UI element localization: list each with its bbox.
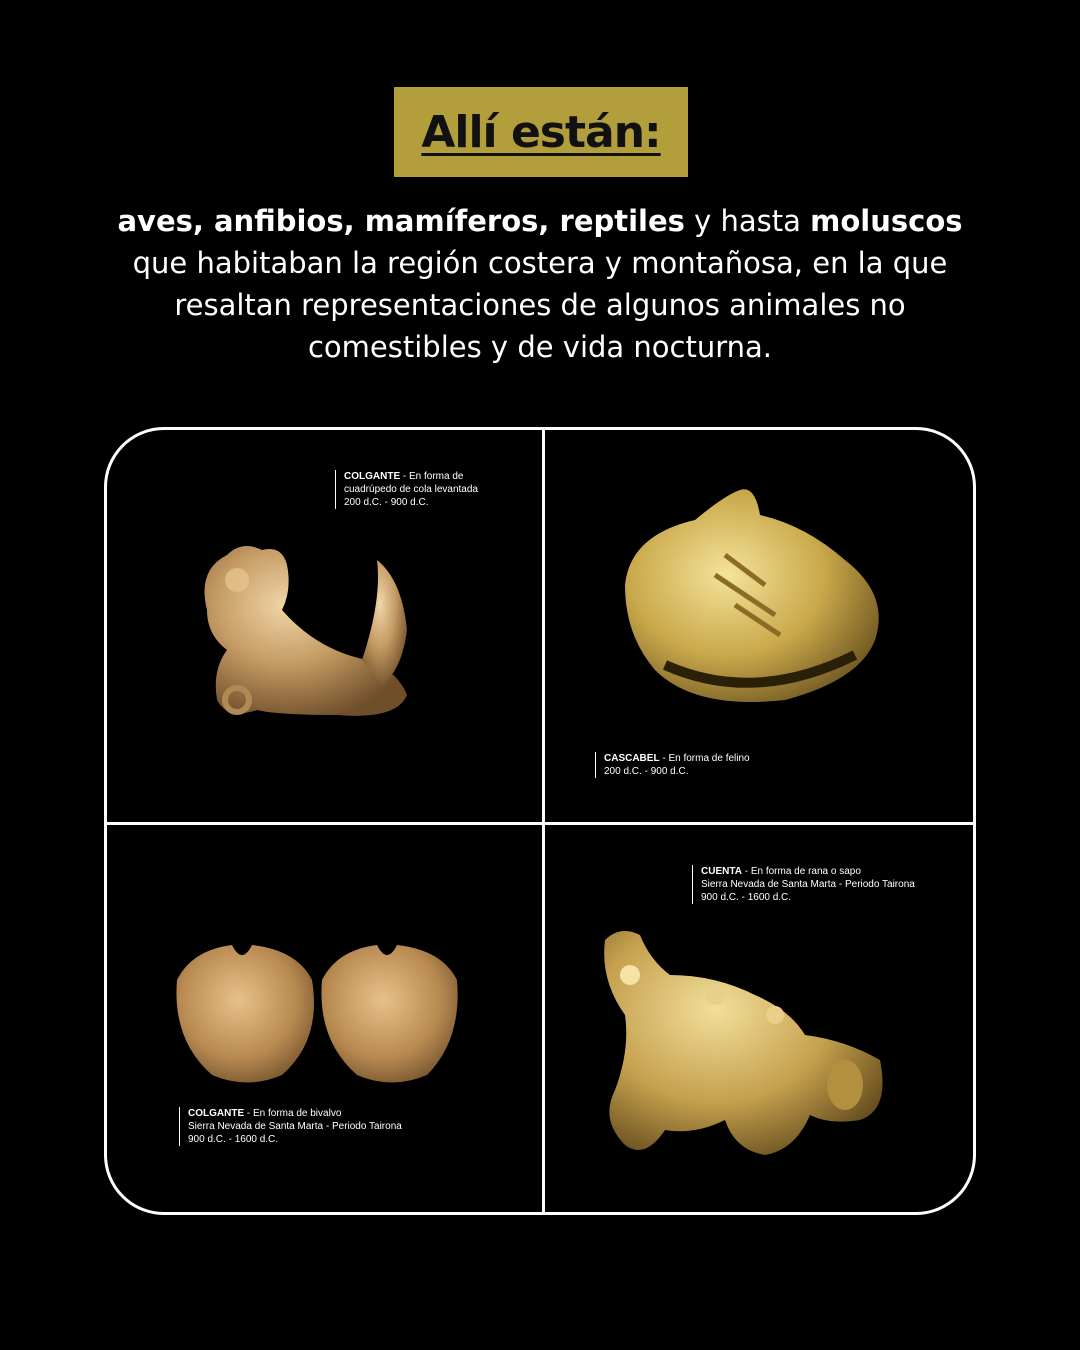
caption-line3: 900 d.C. - 1600 d.C. <box>701 892 792 903</box>
caption-line2: Sierra Nevada de Santa Marta - Periodo Tairona <box>188 1121 402 1132</box>
title-banner <box>394 87 688 177</box>
caption-line2: Sierra Nevada de Santa Marta - Periodo Tairona <box>701 879 915 890</box>
caption-feline-rattle <box>595 752 750 778</box>
frog-bead-image <box>595 920 895 1190</box>
caption-desc: - En forma de rana o sapo <box>741 866 861 877</box>
caption-name: CASCABEL <box>604 753 660 764</box>
intro-text-1: y hasta <box>684 204 801 238</box>
feline-rattle-image <box>605 475 895 720</box>
artifact-cell-frog <box>545 825 976 1215</box>
caption-line3: 200 d.C. - 900 d.C. <box>344 497 429 508</box>
caption-quadruped <box>335 470 478 509</box>
page-title: Allí están: <box>421 106 661 158</box>
caption-desc: - En forma de <box>400 471 464 482</box>
bivalve-pendants-image <box>172 940 462 1090</box>
artifact-cell-bivalve <box>107 825 542 1215</box>
caption-line2: 200 d.C. - 900 d.C. <box>604 766 689 777</box>
caption-bivalve <box>179 1107 402 1146</box>
artifact-cell-quadruped <box>107 430 542 822</box>
caption-line2: cuadrúpedo de cola levantada <box>344 484 478 495</box>
artifact-grid <box>104 427 976 1215</box>
quadruped-pendant-image <box>167 510 427 730</box>
caption-name: COLGANTE <box>188 1108 245 1119</box>
caption-name: COLGANTE <box>344 471 401 482</box>
caption-name: CUENTA <box>701 866 742 877</box>
intro-bold-moluscos: moluscos <box>810 204 963 238</box>
caption-desc: - En forma de bivalvo <box>244 1108 342 1119</box>
caption-line3: 900 d.C. - 1600 d.C. <box>188 1134 279 1145</box>
caption-frog <box>692 865 915 904</box>
artifact-cell-feline-rattle <box>545 430 976 822</box>
caption-desc: - En forma de felino <box>659 753 750 764</box>
intro-paragraph <box>100 200 980 368</box>
intro-text-2: que habitaban la región costera y montañosa, en la que resaltan representaciones de algunos animales no comestibles y de vida nocturna. <box>132 246 948 364</box>
intro-bold-animals: aves, anfibios, mamíferos, reptiles <box>117 204 685 238</box>
